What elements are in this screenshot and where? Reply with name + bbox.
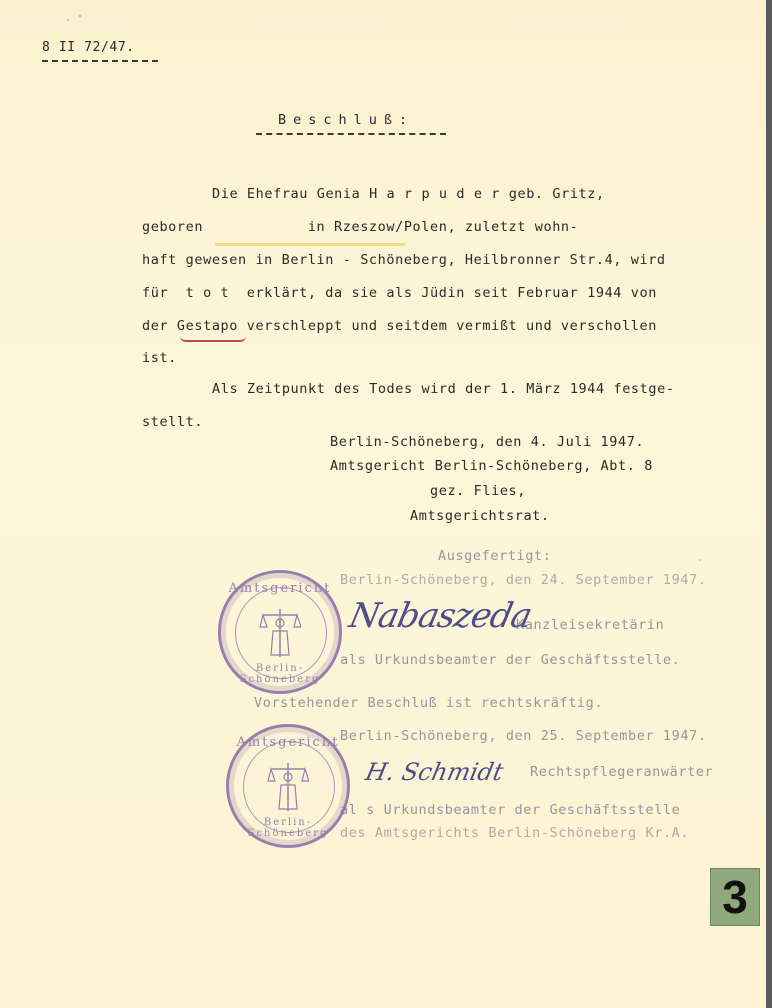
court-district-line: des Amtsgerichts Berlin-Schöneberg Kr.A. bbox=[340, 825, 690, 841]
issued-label: Ausgefertigt: bbox=[438, 548, 552, 564]
stamp-bottom-text: Berlin-Schöneberg bbox=[239, 663, 321, 685]
issued-place-date: Berlin-Schöneberg, den 24. September 1947. bbox=[340, 572, 707, 588]
court-seal-stamp bbox=[226, 724, 350, 848]
legal-force-statement: Vorstehender Beschluß ist rechtskräftig. bbox=[254, 695, 604, 711]
justitia-icon bbox=[267, 759, 309, 815]
stamp-top-text: Amtsgericht bbox=[228, 581, 332, 596]
stamp-top-text: Amtsgericht bbox=[236, 735, 340, 750]
second-place-date: Berlin-Schöneberg, den 25. September 1947. bbox=[340, 728, 707, 744]
body-line: Die Ehefrau Genia H a r p u d e r geb. Gritz, bbox=[212, 186, 605, 202]
officer-signature: H. Schmidt bbox=[363, 758, 506, 786]
body-line: geboren in Rzeszow/Polen, zuletzt wohn- bbox=[142, 219, 579, 235]
body-line: der Gestapo verschleppt und seitdem vermißt und verschollen bbox=[142, 318, 657, 334]
body-line: Als Zeitpunkt des Todes wird der 1. März 1944 festge- bbox=[212, 381, 675, 397]
clerk-role: als Urkundsbeamter der Geschäftsstelle. bbox=[340, 652, 681, 668]
body-line: für t o t erklärt, da sie als Jüdin seit Februar 1944 von bbox=[142, 285, 657, 301]
document-heading: Beschluß: bbox=[278, 112, 415, 128]
clerk-title: Kanzleisekretärin bbox=[516, 617, 665, 633]
body-line: ist. bbox=[142, 350, 177, 366]
stamp-bottom-text: Berlin-Schöneberg bbox=[247, 817, 329, 839]
file-reference: 8 II 72/47. bbox=[42, 40, 135, 55]
heading-underline bbox=[256, 133, 446, 135]
clerk-signature: Nabaszeda bbox=[345, 596, 535, 636]
body-line: haft gewesen in Berlin - Schöneberg, Heilbronner Str.4, wird bbox=[142, 252, 666, 268]
file-reference-underline bbox=[42, 60, 158, 62]
court-seal-stamp bbox=[218, 570, 342, 694]
officer-role: al s Urkundsbeamter der Geschäftsstelle bbox=[340, 802, 681, 818]
officer-title: Rechtspflegeranwärter bbox=[530, 764, 714, 780]
page-number-label: 3 bbox=[710, 868, 760, 926]
decision-place-date: Berlin-Schöneberg, den 4. Juli 1947. bbox=[330, 434, 645, 450]
court-line: Amtsgericht Berlin-Schöneberg, Abt. 8 bbox=[330, 458, 653, 474]
judge-title: Amtsgerichtsrat. bbox=[410, 508, 550, 524]
highlighter-mark bbox=[215, 243, 405, 246]
red-underline-mark bbox=[180, 336, 246, 342]
justitia-icon bbox=[259, 605, 301, 661]
signed-by: gez. Flies, bbox=[430, 483, 527, 499]
body-line: stellt. bbox=[142, 414, 204, 430]
